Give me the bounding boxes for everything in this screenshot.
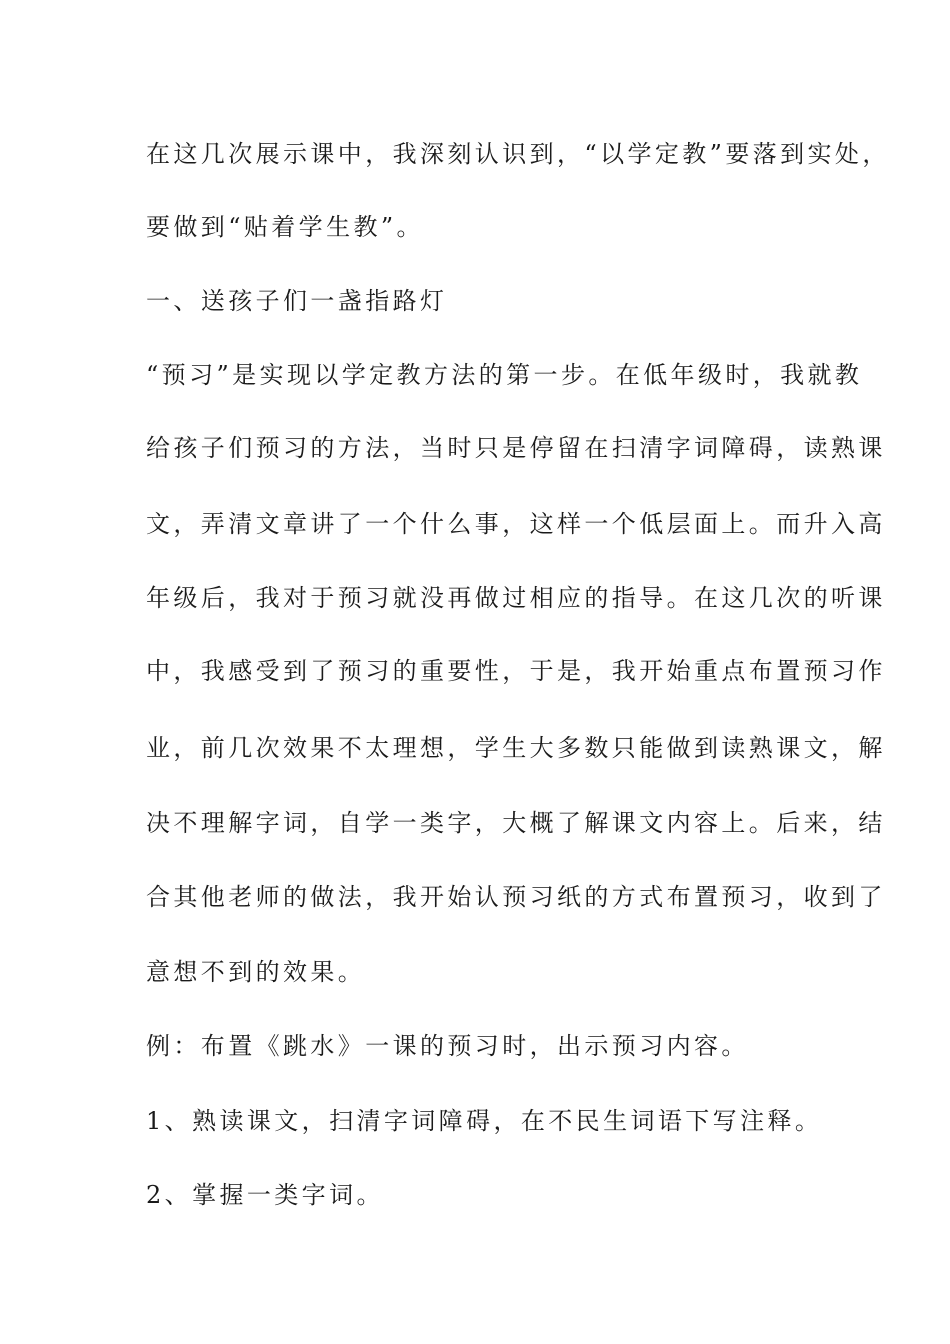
paragraph-line: 给孩子们预习的方法，当时只是停留在扫清字词障碍，读熟课	[146, 434, 886, 462]
paragraph-line: 文，弄清文章讲了一个什么事，这样一个低层面上。而升入高	[146, 510, 886, 538]
paragraph-line: “预习”是实现以学定教方法的第一步。在低年级时，我就教	[146, 361, 863, 389]
example-line: 例：布置《跳水》一课的预习时，出示预习内容。	[146, 1032, 749, 1060]
list-item: 1、熟读课文，扫清字词障碍，在不民生词语下写注释。	[146, 1107, 823, 1135]
section-heading: 一、送孩子们一盏指路灯	[146, 287, 448, 315]
paragraph-line: 中，我感受到了预习的重要性，于是，我开始重点布置预习作	[146, 657, 886, 685]
paragraph-line: 在这几次展示课中，我深刻认识到，“以学定教”要落到实处，	[146, 140, 890, 168]
paragraph-line: 要做到“贴着学生教”。	[146, 213, 424, 241]
list-item: 2、掌握一类字词。	[146, 1181, 384, 1209]
paragraph-line: 年级后，我对于预习就没再做过相应的指导。在这几次的听课	[146, 584, 886, 612]
paragraph-line: 决不理解字词，自学一类字，大概了解课文内容上。后来，结	[146, 809, 886, 837]
paragraph-line: 合其他老师的做法，我开始认预习纸的方式布置预习，收到了	[146, 883, 886, 911]
paragraph-line: 业，前几次效果不太理想，学生大多数只能做到读熟课文，解	[146, 734, 886, 762]
paragraph-line: 意想不到的效果。	[146, 958, 366, 986]
